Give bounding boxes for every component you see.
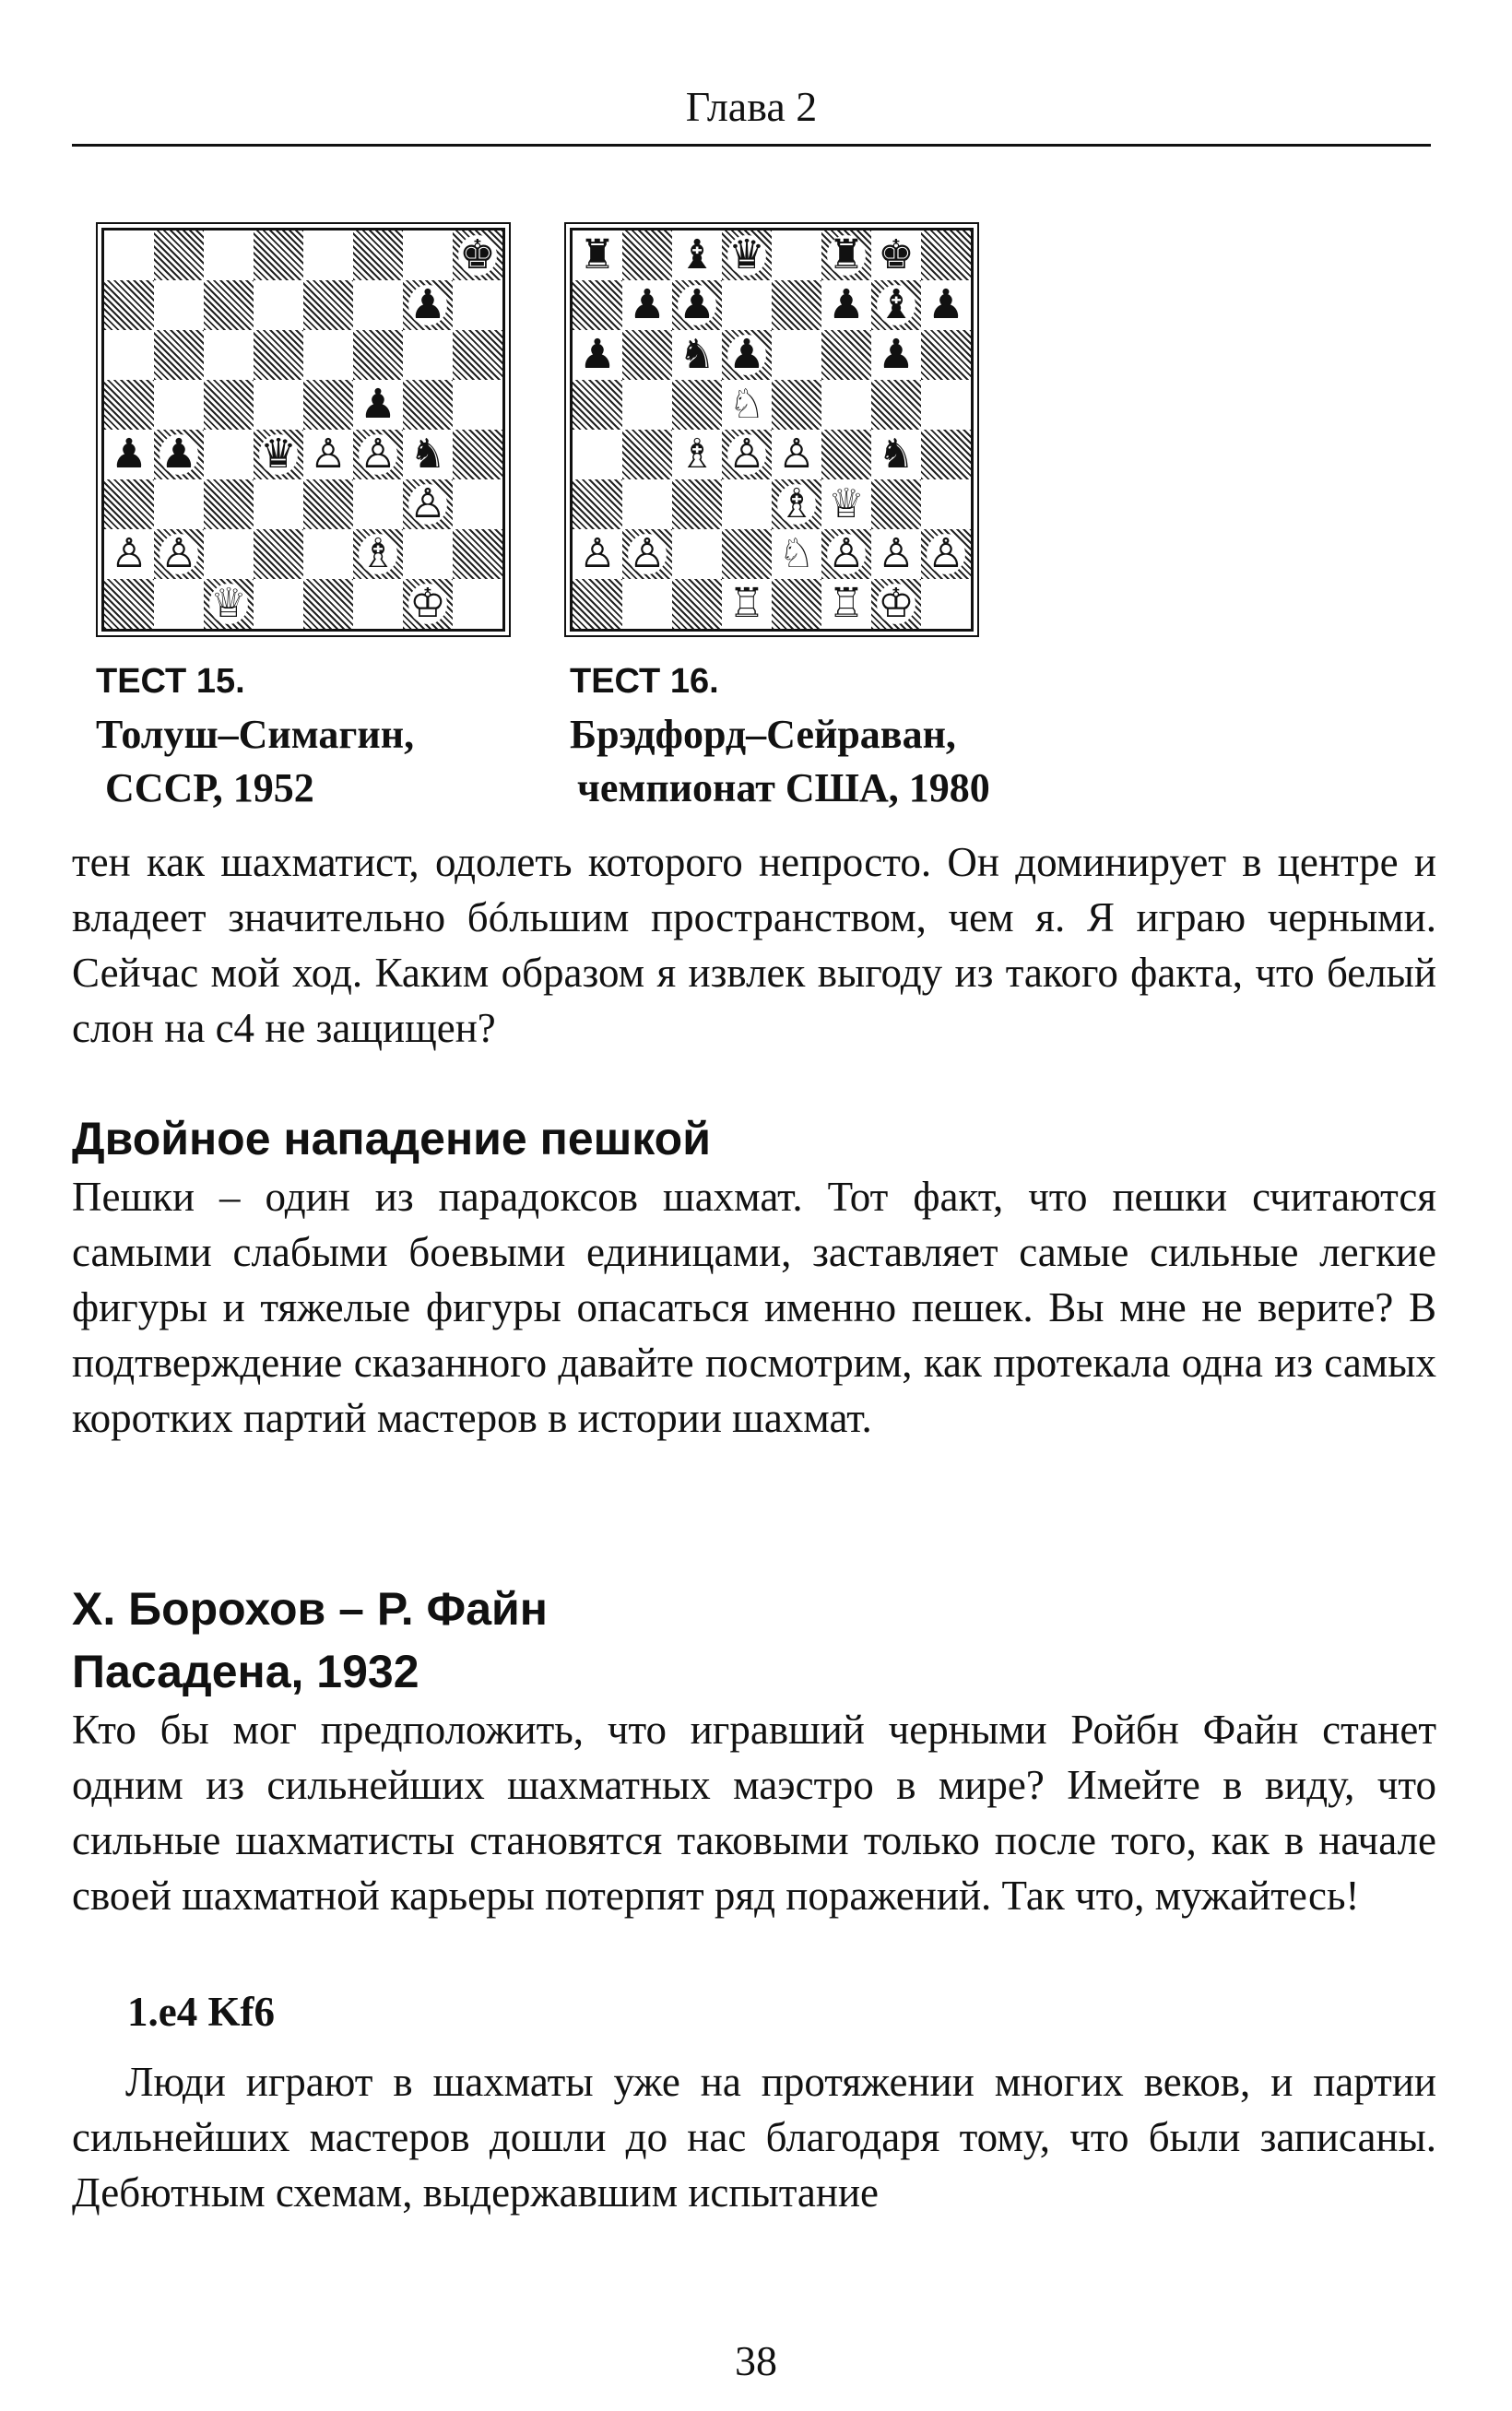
section-title: Двойное нападение пешкой [72, 1113, 711, 1164]
intro-paragraph: тен как шахматист, одолеть которого непросто. Он доминирует в центре и владеет значительно бóльшим пространством, чем я. Я играю черными. Сейчас мой ход. Каким образом я извлек выгоду из такого факта, что белый слон на с4 не защищен? [72, 839, 1436, 1051]
board-square [303, 479, 353, 529]
board-square [254, 529, 303, 579]
board-square [573, 330, 622, 380]
board-square [722, 579, 772, 629]
board-square [303, 280, 353, 330]
board-square [204, 280, 254, 330]
board-square [154, 380, 204, 430]
board-square [573, 230, 622, 280]
board-square [353, 430, 403, 479]
board-square [204, 430, 254, 479]
page-number: 38 [735, 2337, 777, 2384]
board-square [573, 430, 622, 479]
board-square [921, 280, 971, 330]
black-queen-icon: ♛ [260, 431, 297, 478]
board-square [204, 529, 254, 579]
board-square [254, 579, 303, 629]
board-square [154, 529, 204, 579]
board-square [453, 280, 502, 330]
board-square [204, 380, 254, 430]
white-pawn-icon: ♙ [409, 480, 446, 527]
section-paragraph: Пешки – один из парадоксов шахмат. Тот факт, что пешки считаются самыми слабыми боевыми единицами, заставляет самые сильные легкие фигуры и тяжелые фигуры опасаться именно пешек. Вы мне не верите? В подтверждение сказанного давайте посмотрим, как протекала одна из самых коротких партий мастеров в истории шахмат. [72, 1174, 1436, 1441]
board-square [871, 380, 921, 430]
board-square [453, 380, 502, 430]
board-square [254, 479, 303, 529]
board-square [921, 430, 971, 479]
board-square [353, 280, 403, 330]
board-square [254, 330, 303, 380]
board-square [154, 330, 204, 380]
board-square [622, 380, 672, 430]
board-square [821, 380, 871, 430]
game-event: чемпионат США, 1980 [577, 765, 990, 810]
board-square [921, 330, 971, 380]
board-square [921, 579, 971, 629]
board-square [104, 479, 154, 529]
black-pawn-icon: ♟ [927, 281, 964, 328]
chapter-header [72, 79, 1431, 147]
board-square [104, 230, 154, 280]
board-square [403, 330, 453, 380]
board-square [573, 280, 622, 330]
board-square [722, 230, 772, 280]
board-square [672, 579, 722, 629]
board-square [154, 479, 204, 529]
black-bishop-icon: ♝ [679, 231, 715, 278]
white-pawn-icon: ♙ [111, 530, 148, 577]
board-square [104, 529, 154, 579]
white-king-icon: ♔ [878, 580, 915, 627]
board-square [573, 579, 622, 629]
board-square [204, 230, 254, 280]
board-square [871, 529, 921, 579]
white-pawn-icon: ♙ [629, 530, 666, 577]
black-queen-icon: ♛ [728, 231, 765, 278]
board-square [104, 430, 154, 479]
diagram-caption-test-15 [96, 655, 414, 815]
board-square [104, 579, 154, 629]
white-knight-icon: ♘ [728, 381, 765, 428]
board-square [453, 529, 502, 579]
black-rook-icon: ♜ [828, 231, 865, 278]
board-square [453, 230, 502, 280]
board-square [403, 230, 453, 280]
board-square [622, 330, 672, 380]
white-rook-icon: ♖ [728, 580, 765, 627]
black-knight-icon: ♞ [409, 431, 446, 478]
board-square [821, 579, 871, 629]
black-pawn-icon: ♟ [828, 281, 865, 328]
board-square [672, 230, 722, 280]
board-square [772, 579, 821, 629]
board-square [772, 529, 821, 579]
board-square [672, 430, 722, 479]
game-event: СССР, 1952 [105, 765, 314, 810]
white-knight-icon: ♘ [778, 530, 815, 577]
board-square [722, 479, 772, 529]
white-pawn-icon: ♙ [778, 431, 815, 478]
board-square [303, 330, 353, 380]
test-label: ТЕСТ 16. [570, 662, 719, 701]
black-king-icon: ♚ [459, 231, 496, 278]
chess-diagram-test-15 [101, 228, 505, 632]
board-square [622, 579, 672, 629]
board-square [453, 579, 502, 629]
white-pawn-icon: ♙ [360, 431, 396, 478]
board-square [772, 280, 821, 330]
board-square [772, 479, 821, 529]
board-square [204, 330, 254, 380]
board-square [303, 579, 353, 629]
chess-diagram-test-16 [570, 228, 974, 632]
board-square [622, 430, 672, 479]
black-pawn-icon: ♟ [360, 381, 396, 428]
board-square [871, 230, 921, 280]
board-square [204, 579, 254, 629]
white-queen-icon: ♕ [210, 580, 247, 627]
board-square [104, 280, 154, 330]
white-pawn-icon: ♙ [927, 530, 964, 577]
board-square [303, 529, 353, 579]
board-square [672, 380, 722, 430]
board-square [254, 430, 303, 479]
board-square [154, 280, 204, 330]
board-square [254, 230, 303, 280]
diagram-caption-test-16 [570, 655, 990, 815]
board-square [821, 230, 871, 280]
game-paragraph: Кто бы мог предположить, что игравший черными Ройбн Файн станет одним из сильнейших шахматных маэстро в мире? Имейте в виду, что сильные шахматисты становятся таковыми только после того, как в начале своей шахматной карьеры потерпят ряд поражений. Так что, мужайтесь! [72, 1707, 1436, 1919]
board-square [353, 380, 403, 430]
board-square [622, 529, 672, 579]
board-square [353, 479, 403, 529]
board-square [353, 230, 403, 280]
black-rook-icon: ♜ [579, 231, 616, 278]
white-queen-icon: ♕ [828, 480, 865, 527]
board-square [871, 330, 921, 380]
board-square [672, 330, 722, 380]
board-square [303, 380, 353, 430]
chapter-title: Глава 2 [685, 83, 818, 130]
board-square [871, 479, 921, 529]
board-square [722, 529, 772, 579]
board-square [303, 230, 353, 280]
board-square [622, 280, 672, 330]
board-square [672, 479, 722, 529]
board-square [821, 280, 871, 330]
board-square [104, 330, 154, 380]
test-label: ТЕСТ 15. [96, 662, 245, 701]
board-square [921, 479, 971, 529]
board-square [821, 479, 871, 529]
board-square [403, 280, 453, 330]
game-players-heading: Х. Борохов – Р. Файн [72, 1583, 548, 1635]
black-pawn-icon: ♟ [579, 331, 616, 378]
white-bishop-icon: ♗ [360, 530, 396, 577]
white-rook-icon: ♖ [828, 580, 865, 627]
board-square [722, 330, 772, 380]
board-square [453, 430, 502, 479]
board-square [622, 479, 672, 529]
black-pawn-icon: ♟ [629, 281, 666, 328]
board-square [772, 430, 821, 479]
board-square [403, 380, 453, 430]
black-pawn-icon: ♟ [728, 331, 765, 378]
board-square [403, 479, 453, 529]
board-square [821, 430, 871, 479]
board-square [871, 579, 921, 629]
board-square [921, 380, 971, 430]
black-pawn-icon: ♟ [679, 281, 715, 328]
white-bishop-icon: ♗ [679, 431, 715, 478]
game-players: Брэдфорд–Сейраван, [570, 712, 956, 757]
game-place-heading: Пасадена, 1932 [72, 1646, 419, 1697]
board-square [303, 430, 353, 479]
white-pawn-icon: ♙ [828, 530, 865, 577]
board-square [154, 230, 204, 280]
board-square [353, 579, 403, 629]
board-square [353, 529, 403, 579]
board-square [672, 529, 722, 579]
board-square [672, 280, 722, 330]
white-pawn-icon: ♙ [160, 530, 197, 577]
black-pawn-icon: ♟ [160, 431, 197, 478]
board-square [921, 230, 971, 280]
white-bishop-icon: ♗ [778, 480, 815, 527]
black-bishop-icon: ♝ [878, 281, 915, 328]
board-square [921, 529, 971, 579]
board-square [722, 430, 772, 479]
game-players: Толуш–Симагин, [96, 712, 415, 757]
board-square [453, 330, 502, 380]
board-square [403, 529, 453, 579]
closing-paragraph: Люди играют в шахматы уже на протяжении многих веков, и партии сильнейших мастеров дошли до нас благодаря тому, что были записаны. Дебютным схемам, выдержавшим испытание [72, 2059, 1436, 2216]
board-square [722, 280, 772, 330]
board-square [403, 430, 453, 479]
board-square [573, 529, 622, 579]
board-square [821, 330, 871, 380]
white-pawn-icon: ♙ [878, 530, 915, 577]
board-square [622, 230, 672, 280]
board-square [254, 280, 303, 330]
board-square [353, 330, 403, 380]
white-pawn-icon: ♙ [728, 431, 765, 478]
board-square [104, 380, 154, 430]
black-king-icon: ♚ [878, 231, 915, 278]
board-square [821, 529, 871, 579]
black-pawn-icon: ♟ [878, 331, 915, 378]
black-pawn-icon: ♟ [409, 281, 446, 328]
board-square [573, 479, 622, 529]
board-square [254, 380, 303, 430]
black-knight-icon: ♞ [679, 331, 715, 378]
board-square [722, 380, 772, 430]
move-notation: 1.e4 Kf6 [127, 1989, 275, 2035]
board-square [453, 479, 502, 529]
black-pawn-icon: ♟ [111, 431, 148, 478]
board-square [772, 330, 821, 380]
board-square [772, 380, 821, 430]
white-pawn-icon: ♙ [579, 530, 616, 577]
white-king-icon: ♔ [409, 580, 446, 627]
board-square [204, 479, 254, 529]
board-square [154, 579, 204, 629]
board-square [772, 230, 821, 280]
board-square [154, 430, 204, 479]
board-square [871, 430, 921, 479]
black-knight-icon: ♞ [878, 431, 915, 478]
board-square [573, 380, 622, 430]
board-square [871, 280, 921, 330]
board-square [403, 579, 453, 629]
white-pawn-icon: ♙ [310, 431, 347, 478]
